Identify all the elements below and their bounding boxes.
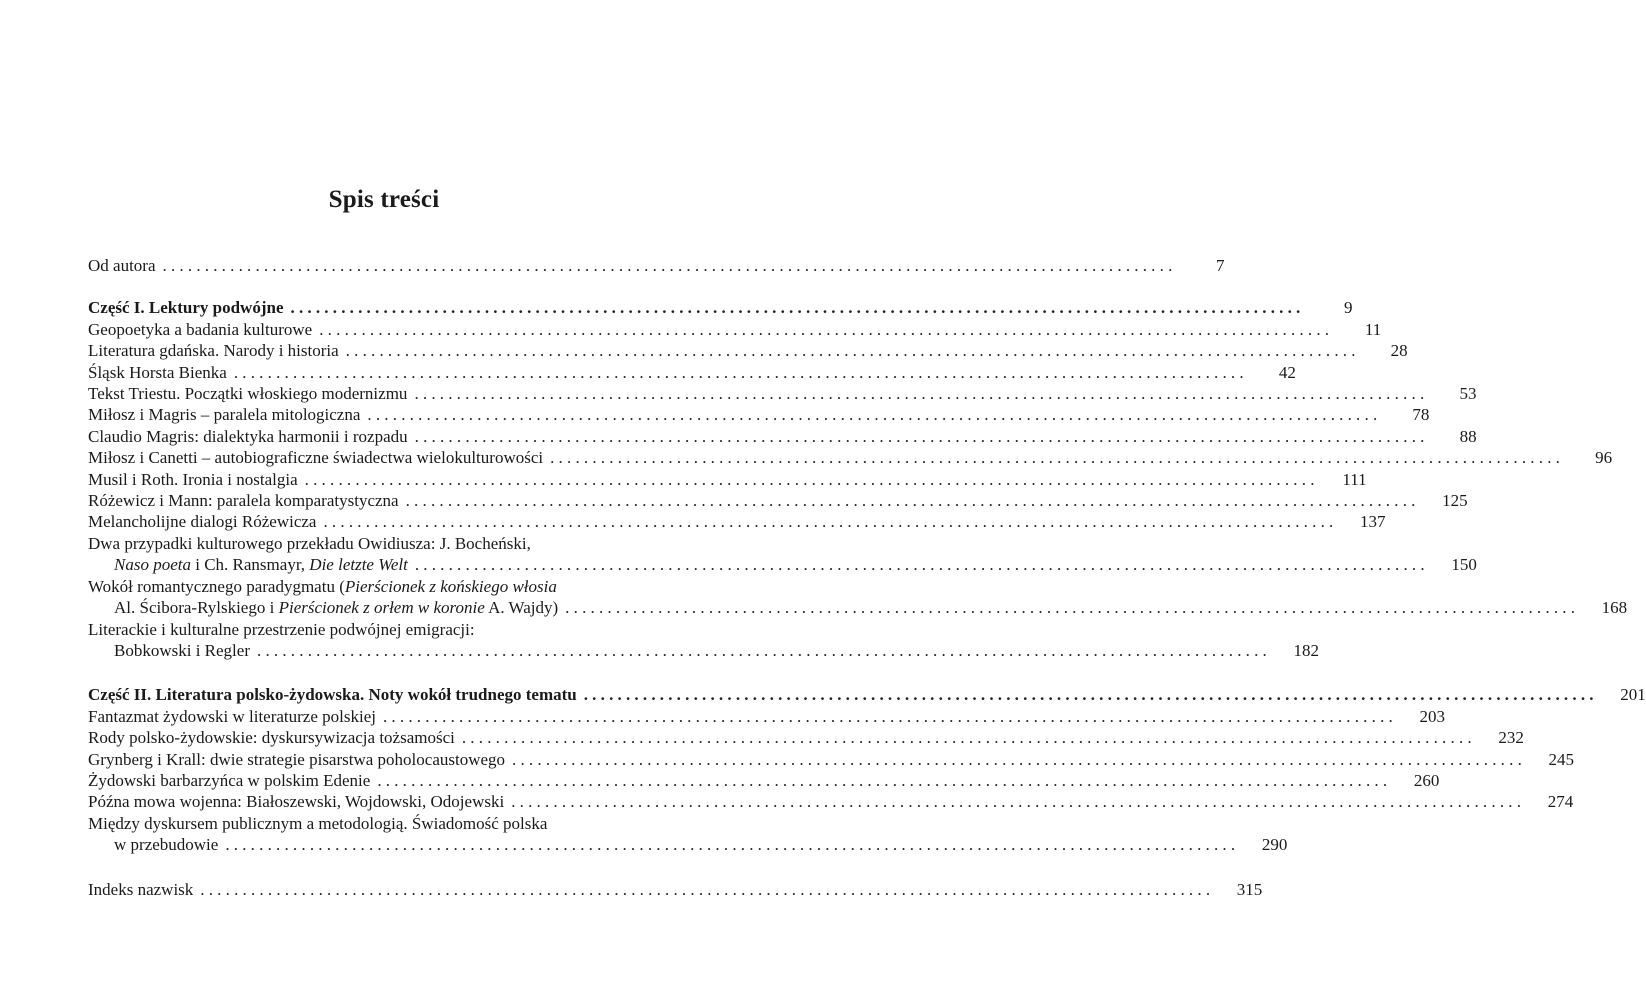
page-number: 260: [1413, 770, 1440, 790]
page-number: 7: [1216, 256, 1225, 275]
entry-title: Grynberg i Krall: dwie strategie pisarstwa poholocaustowego: [88, 749, 506, 769]
toc-entry[interactable]: [88, 447, 1613, 468]
page-number: 11: [1364, 319, 1382, 339]
entry-title: Fantazmat żydowski w literaturze polskiej: [88, 706, 376, 726]
page-number: 232: [1498, 728, 1524, 748]
toc-entry[interactable]: [88, 490, 1468, 511]
leader-dots: ........................................................................................................................: [200, 879, 1215, 899]
entry-title: Miłosz i Magris – paralela mitologiczna: [88, 405, 361, 425]
leader-dots: ........................................................................................................................: [382, 706, 1397, 726]
entry-text: Wokół romantycznego paradygmatu (: [88, 576, 345, 596]
italic-title: Naso poeta: [114, 555, 191, 575]
leader-dots: ........................................................................................................................: [257, 640, 1271, 660]
entry-title: Literatura gdańska. Narody i historia: [88, 341, 339, 361]
entry-title: Żydowski barbarzyńca w polskim Edenie: [88, 770, 371, 790]
page-number: 274: [1547, 792, 1574, 812]
entry-title: Śląsk Horsta Bienka: [88, 362, 227, 382]
leader-dots: ........................................................................................................................: [233, 362, 1248, 382]
table-of-contents: [88, 255, 1646, 900]
entry-title: Różewicz i Mann: paralela komparatystyczna: [88, 491, 399, 511]
entry-title-line1: Literackie i kulturalne przestrzenie podwójnej emigracji:: [88, 619, 475, 639]
page-title: Spis treści: [328, 186, 440, 213]
toc-entry[interactable]: [88, 383, 1477, 404]
italic-title: Pierścionek z końskiego włosia: [344, 576, 557, 596]
entry-title: Geopoetyka a badania kulturowe: [88, 319, 313, 339]
leader-dots: ........................................................................................................................: [319, 319, 1334, 339]
leader-dots: ........................................................................................................................: [304, 469, 1319, 489]
toc-part-2[interactable]: [88, 684, 1646, 705]
toc-entry[interactable]: [88, 770, 1440, 791]
page-number: 245: [1548, 749, 1575, 769]
leader-dots: ........................................................................................................................: [367, 405, 1382, 425]
entry-text: A. Wajdy): [484, 598, 559, 618]
leader-dots: ........................................................................................................................: [565, 598, 1580, 618]
leader-dots: ........................................................................................................................: [162, 256, 1177, 275]
entry-title: Indeks nazwisk: [88, 879, 194, 899]
toc-entry-index[interactable]: [88, 879, 1263, 900]
entry-title: Rody polsko-żydowskie: dyskursywizacja tożsamości: [88, 728, 455, 748]
page-number: 290: [1261, 835, 1288, 855]
toc-entry[interactable]: [88, 727, 1524, 748]
leader-dots: ........................................................................................................................: [377, 770, 1392, 790]
leader-dots: ........................................................................................................................: [550, 448, 1565, 468]
toc-entry[interactable]: [88, 340, 1408, 361]
leader-dots: ........................................................................................................................: [345, 341, 1360, 361]
entry-title: Późna mowa wojenna: Białoszewski, Wojdowski, Odojewski: [88, 792, 505, 812]
entry-title: Musil i Roth. Ironia i nostalgia: [88, 469, 298, 489]
toc-entry[interactable]: [88, 749, 1575, 770]
toc-entry[interactable]: [88, 706, 1445, 727]
leader-dots: ........................................................................................................................: [512, 749, 1527, 769]
entry-title-line1: [88, 576, 557, 597]
entry-title: Od autora: [88, 256, 156, 275]
toc-entry[interactable]: [88, 319, 1382, 340]
page-number: 168: [1601, 598, 1628, 618]
leader-dots: ........................................................................................................................: [414, 426, 1429, 446]
page-number: 203: [1419, 706, 1445, 726]
toc-entry-preface[interactable]: [88, 255, 1225, 276]
toc-entry[interactable]: [88, 469, 1367, 490]
toc-entry[interactable]: [88, 362, 1296, 383]
entry-title: Miłosz i Canetti – autobiograficzne świadectwa wielokulturowości: [88, 448, 544, 468]
toc-entry[interactable]: [88, 404, 1430, 425]
leader-dots: ........................................................................................................................: [225, 835, 1240, 855]
entry-title-line1: Między dyskursem publicznym a metodologią. Świadomość polska: [88, 813, 548, 833]
toc-entry-multiline[interactable]: [88, 813, 1288, 856]
entry-title-line2: w przebudowie: [114, 835, 219, 855]
toc-part-1[interactable]: [88, 297, 1353, 318]
italic-title: Die letzte Welt: [309, 555, 408, 575]
entry-title-line1: Dwa przypadki kulturowego przekładu Owidiusza: J. Bocheński,: [88, 533, 531, 553]
toc-entry[interactable]: [88, 511, 1386, 532]
entry-title-line2: [114, 554, 408, 575]
leader-dots: ........................................................................................................................: [461, 728, 1476, 748]
entry-title: Melancholijne dialogi Różewicza: [88, 512, 317, 532]
page-number: 137: [1359, 512, 1386, 532]
page-number: 42: [1278, 362, 1296, 382]
entry-title: Claudio Magris: dialektyka harmonii i rozpadu: [88, 426, 408, 446]
page-number: 125: [1442, 491, 1468, 511]
toc-entry-multiline[interactable]: [88, 533, 1477, 576]
leader-dots: ........................................................................................................................: [290, 298, 1305, 318]
page-number: 315: [1236, 879, 1263, 899]
part-title: Część II. Literatura polsko-żydowska. Noty wokół trudnego tematu: [88, 685, 577, 705]
entry-title-line2: Bobkowski i Regler: [114, 640, 250, 660]
page-number: 96: [1595, 448, 1613, 468]
page-number: 28: [1390, 341, 1408, 361]
toc-entry[interactable]: [88, 791, 1574, 812]
leader-dots: ........................................................................................................................: [414, 555, 1429, 575]
page-number: 201: [1620, 685, 1646, 705]
leader-dots: ........................................................................................................................: [323, 512, 1338, 532]
page-number: 9: [1344, 298, 1353, 318]
page-number: 53: [1459, 384, 1477, 404]
page-number: 78: [1412, 405, 1430, 425]
toc-entry[interactable]: [88, 426, 1477, 447]
part-title: Część I. Lektury podwójne: [88, 298, 284, 318]
entry-title: Tekst Triestu. Początki włoskiego modernizmu: [88, 384, 408, 404]
entry-title-line2: [114, 597, 558, 618]
leader-dots: ........................................................................................................................: [511, 792, 1526, 812]
page-number: 88: [1459, 426, 1477, 446]
page-number: 182: [1293, 640, 1319, 660]
toc-entry-multiline[interactable]: [88, 576, 1628, 619]
leader-dots: ........................................................................................................................: [405, 491, 1420, 511]
page-number: 111: [1342, 469, 1367, 489]
italic-title: Pierścionek z orłem w koronie: [278, 598, 485, 618]
leader-dots: ........................................................................................................................: [414, 384, 1429, 404]
leader-dots: ........................................................................................................................: [583, 685, 1598, 705]
entry-text: Al. Ścibora-Rylskiego i: [114, 598, 279, 618]
page-number: 150: [1451, 555, 1477, 575]
toc-entry-multiline[interactable]: [88, 619, 1319, 662]
entry-text: i Ch. Ransmayr,: [190, 555, 310, 575]
